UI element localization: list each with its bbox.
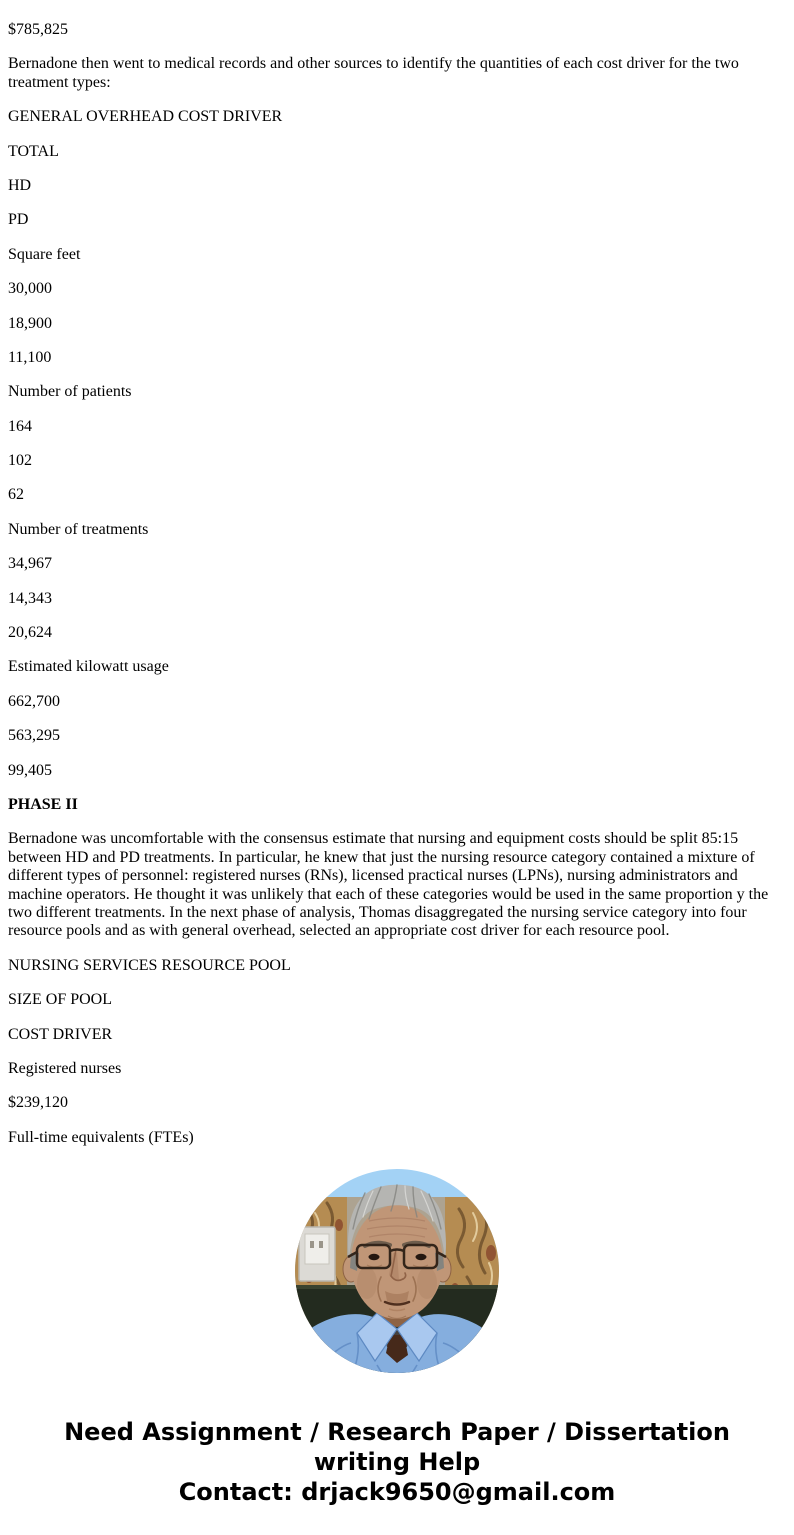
footer-heading-line1: Need Assignment / Research Paper / Dissertation <box>64 1418 730 1447</box>
tutor-portrait-photo <box>295 1169 499 1373</box>
driver-value-total: 34,967 <box>8 555 52 573</box>
driver-value-hd: 102 <box>8 452 32 470</box>
photo-wall-panel <box>299 1227 335 1281</box>
pool-cost-driver-value: Full-time equivalents (FTEs) <box>8 1128 194 1146</box>
size-of-pool-label: SIZE OF POOL <box>8 991 113 1009</box>
footer-heading-line2: writing Help <box>313 1448 481 1477</box>
driver-value-hd: 14,343 <box>8 589 52 607</box>
column-header-pd: PD <box>8 211 29 229</box>
cost-driver-label: COST DRIVER <box>8 1025 113 1043</box>
driver-value-pd: 99,405 <box>8 761 52 779</box>
pool-name-registered-nurses: Registered nurses <box>8 1059 122 1077</box>
pool-size-value: $239,120 <box>8 1094 68 1112</box>
column-header-hd: HD <box>8 176 32 194</box>
driver-value-pd: 62 <box>8 486 24 504</box>
driver-value-hd: 563,295 <box>8 727 60 745</box>
column-header-total: TOTAL <box>8 142 59 160</box>
driver-label-treatments: Number of treatments <box>8 520 149 538</box>
footer-cta <box>8 1417 786 1535</box>
driver-label-patients: Number of patients <box>8 383 132 401</box>
phase2-paragraph: Bernadone was uncomfortable with the consensus estimate that nursing and equipment costs should be split 85:15 between HD and PD treatments. In particular, he knew that just the nursing resource category contained a mixture of different types of personnel: registered nurses (RNs), licensed practical nurses (LPNs), nursing administrators and machine operators. He thought it was unlikely that each of these categories would be used in the same proportion y the two different treatments. In the next phase of analysis, Thomas disaggregated the nursing service category into four resource pools and as with general overhead, selected an appropriate cost driver for each resource pool. <box>8 830 769 940</box>
nursing-pool-heading: NURSING SERVICES RESOURCE POOL <box>8 956 291 974</box>
overhead-total-cost: $785,825 <box>8 21 68 38</box>
driver-value-hd: 18,900 <box>8 314 52 332</box>
driver-value-total: 164 <box>8 417 32 435</box>
driver-value-pd: 11,100 <box>8 348 52 366</box>
driver-value-total: 662,700 <box>8 692 60 710</box>
intro-paragraph: Bernadone then went to medical records and other sources to identify the quantities of each cost driver for the two treatment types: <box>8 55 739 91</box>
driver-label-square-feet: Square feet <box>8 245 81 263</box>
driver-value-pd: 20,624 <box>8 624 52 642</box>
general-overhead-heading: GENERAL OVERHEAD COST DRIVER <box>8 108 283 126</box>
driver-value-total: 30,000 <box>8 280 52 298</box>
driver-label-kilowatt: Estimated kilowatt usage <box>8 658 169 676</box>
avatar-container <box>8 1169 786 1373</box>
footer-contact-email: Contact: drjack9650@gmail.com <box>178 1478 616 1507</box>
phase2-heading: PHASE II <box>8 795 78 813</box>
